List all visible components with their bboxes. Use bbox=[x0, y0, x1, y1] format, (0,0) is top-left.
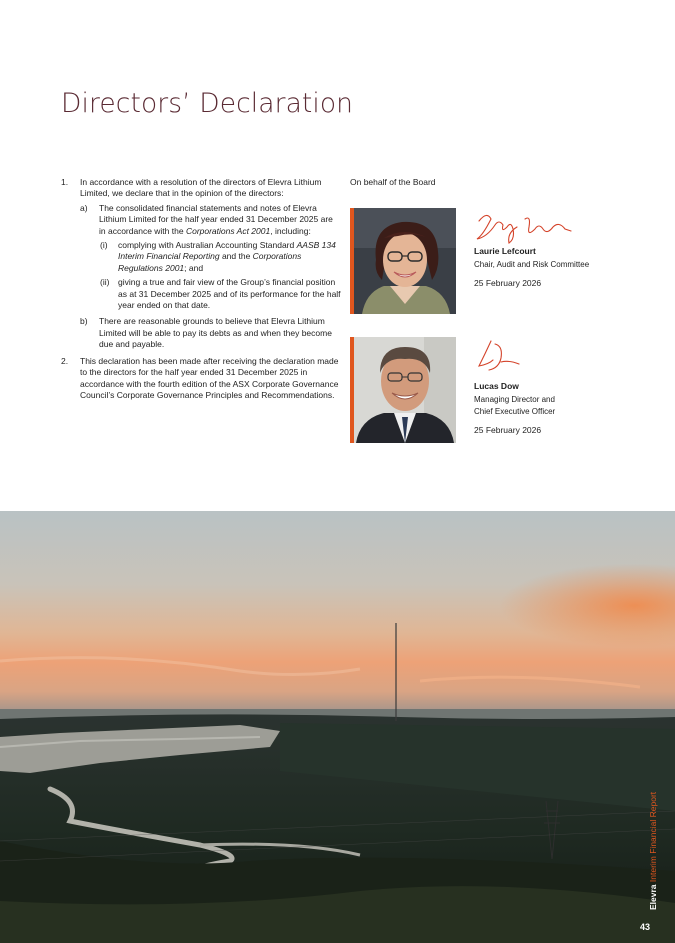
declaration-item-1 bbox=[61, 177, 341, 200]
item-letter: a) bbox=[80, 202, 88, 213]
item-roman: (i) bbox=[100, 240, 108, 251]
item-text: This declaration has been made after receiving the declaration made to the directors for the half year ended 31 December 2025 in accordance with the fourth edition of the ASX Corporate Governance Council’s Corporate Governance Principles and Recommendations. bbox=[80, 355, 339, 400]
item-text-italic: Corporations Regulations 2001 bbox=[118, 251, 302, 273]
item-number: 1. bbox=[61, 177, 69, 187]
item-text-part: , including: bbox=[270, 225, 311, 236]
footer-report-title bbox=[648, 792, 658, 910]
brand-name: Elevra bbox=[648, 884, 658, 910]
item-text: In accordance with a resolution of the directors of Elevra Lithium Limited, we declare that in the opinion of the directors: bbox=[80, 177, 322, 199]
item-number: 2. bbox=[61, 355, 69, 366]
item-text-part: ; and bbox=[184, 262, 204, 273]
director-name: Laurie Lefcourt bbox=[474, 246, 536, 256]
item-text-italic: AASB 134 Interim Financial Reporting bbox=[118, 240, 336, 262]
page-title: Directors’ Declaration bbox=[61, 88, 354, 119]
item-text: There are reasonable grounds to believe that Elevra Lithium Limited will be able to pay its debts as and when they become due and payable. bbox=[99, 316, 332, 350]
declaration-item-1a bbox=[61, 203, 341, 237]
director-photo-lefcourt bbox=[350, 208, 456, 314]
board-heading: On behalf of the Board bbox=[350, 177, 436, 187]
item-letter: b) bbox=[80, 316, 88, 327]
item-text-italic: Corporations Act 2001 bbox=[185, 225, 271, 236]
report-name: Interim Financial Report bbox=[648, 791, 658, 883]
director-role: Chair, Audit and Risk Committee bbox=[474, 260, 590, 269]
director-name: Lucas Dow bbox=[474, 381, 519, 391]
item-text-part: and the bbox=[219, 251, 253, 262]
item-text-part: The consolidated financial statements and notes of Elevra Lithium Limited for the half year ended 31 December 2025 are in accordance with the bbox=[99, 202, 333, 236]
declaration-list bbox=[61, 177, 341, 401]
declaration-item-1a-i bbox=[61, 240, 341, 274]
signature-dow bbox=[473, 338, 523, 372]
item-roman: (ii) bbox=[100, 277, 110, 288]
signing-date: 25 February 2026 bbox=[474, 425, 542, 435]
signature-lefcourt bbox=[473, 209, 573, 245]
declaration-item-1a-ii bbox=[61, 277, 341, 311]
declaration-item-1b bbox=[61, 316, 341, 350]
signing-date: 25 February 2026 bbox=[474, 278, 542, 288]
item-text: giving a true and fair view of the Group’s financial position as at 31 December 2025 and of its performance for the half year ended on that date. bbox=[118, 277, 341, 311]
item-text-part: complying with Australian Accounting Standard bbox=[118, 240, 297, 251]
director-photo-dow bbox=[350, 337, 456, 443]
landscape-photo bbox=[0, 511, 675, 943]
declaration-item-2 bbox=[61, 356, 341, 402]
director-role: Managing Director and Chief Executive Officer bbox=[474, 395, 556, 416]
page-number: 43 bbox=[640, 922, 651, 932]
